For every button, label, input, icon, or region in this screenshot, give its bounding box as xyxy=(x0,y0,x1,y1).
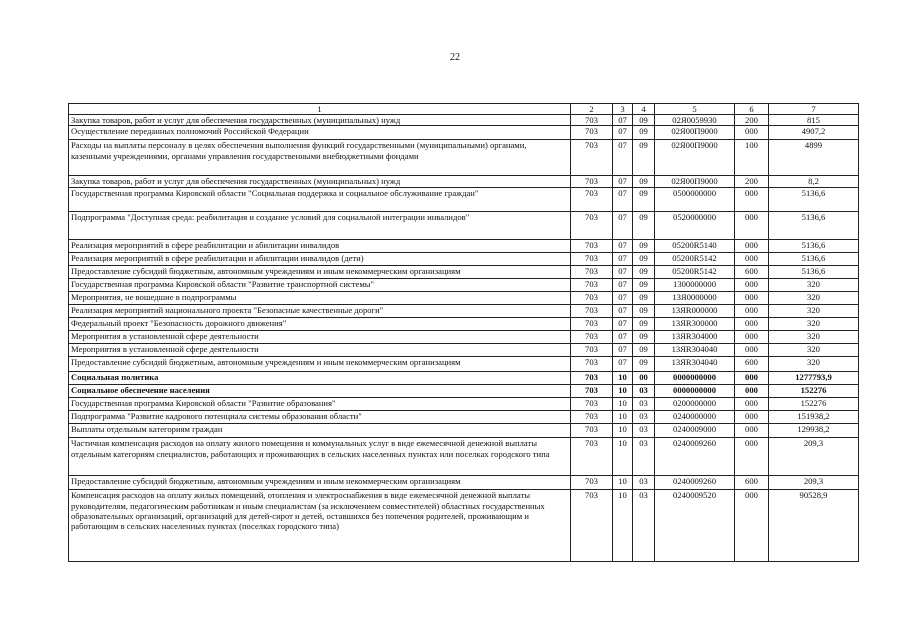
row-amount-cell: 320 xyxy=(769,279,859,292)
row-target-article-cell: 02Я00П9000 xyxy=(655,176,735,188)
row-target-article-cell: 0240009260 xyxy=(655,476,735,490)
row-target-article-cell: 05200R5142 xyxy=(655,253,735,266)
row-target-article-cell: 0240000000 xyxy=(655,411,735,424)
row-amount-cell: 209,3 xyxy=(769,438,859,476)
row-name-cell: Осуществление переданных полномочий Российской Федерации xyxy=(69,126,571,140)
header-cell: 4 xyxy=(633,104,655,115)
row-name-cell: Расходы на выплаты персоналу в целях обеспечения выполнения функций государственными (муниципальными) органами, казенными учреждениями, органами управления государственными внебюджетными фондами xyxy=(69,140,571,176)
header-cell: 2 xyxy=(571,104,613,115)
row-amount-cell: 320 xyxy=(769,344,859,357)
row-section-cell: 10 xyxy=(613,424,633,438)
row-subsection-cell: 09 xyxy=(633,292,655,305)
row-name-cell: Мероприятия в установленной сфере деятельности xyxy=(69,331,571,344)
row-code-cell: 703 xyxy=(571,305,613,318)
row-subsection-cell: 09 xyxy=(633,176,655,188)
row-subsection-cell: 03 xyxy=(633,398,655,411)
row-section-cell: 07 xyxy=(613,140,633,176)
row-amount-cell: 320 xyxy=(769,318,859,331)
row-target-article-cell: 02Я0059930 xyxy=(655,115,735,126)
row-expense-type-cell: 000 xyxy=(735,279,769,292)
table-row xyxy=(69,188,859,212)
row-amount-cell: 90528,9 xyxy=(769,490,859,562)
row-code-cell: 703 xyxy=(571,318,613,331)
row-section-cell: 07 xyxy=(613,126,633,140)
table-row xyxy=(69,140,859,176)
row-section-cell: 07 xyxy=(613,115,633,126)
header-cell: 7 xyxy=(769,104,859,115)
row-section-cell: 07 xyxy=(613,253,633,266)
row-amount-cell: 129938,2 xyxy=(769,424,859,438)
row-section-cell: 07 xyxy=(613,357,633,372)
header-cell: 1 xyxy=(69,104,571,115)
row-subsection-cell: 09 xyxy=(633,240,655,253)
row-amount-cell: 320 xyxy=(769,331,859,344)
row-name-cell: Предоставление субсидий бюджетным, автономным учреждениям и иным некоммерческим организациям xyxy=(69,476,571,490)
table-row xyxy=(69,490,859,562)
row-target-article-cell: 0000000000 xyxy=(655,385,735,398)
row-target-article-cell: 13ЯR300000 xyxy=(655,318,735,331)
row-expense-type-cell: 000 xyxy=(735,411,769,424)
row-subsection-cell: 03 xyxy=(633,411,655,424)
row-name-cell: Предоставление субсидий бюджетным, автономным учреждениям и иным некоммерческим организациям xyxy=(69,357,571,372)
row-subsection-cell: 09 xyxy=(633,305,655,318)
row-section-cell: 07 xyxy=(613,344,633,357)
table-row xyxy=(69,126,859,140)
table-row xyxy=(69,411,859,424)
row-subsection-cell: 09 xyxy=(633,212,655,240)
row-target-article-cell: 0240009260 xyxy=(655,438,735,476)
row-expense-type-cell: 100 xyxy=(735,140,769,176)
row-code-cell: 703 xyxy=(571,212,613,240)
row-name-cell: Компенсация расходов на оплату жилых помещений, отопления и электроснабжения в виде ежемесячной денежной выплаты руководителям, педагогическим работникам и иным специалистам (за исключением совместителей) областных государственных образовательных организаций, организаций для детей-сирот и детей, оставшихся без попечения родителей, проживающим и работающим в сельских населенных пунктах (поселках городского типа) xyxy=(69,490,571,562)
row-amount-cell: 152276 xyxy=(769,398,859,411)
table-row xyxy=(69,240,859,253)
row-target-article-cell: 0000000000 xyxy=(655,372,735,385)
row-code-cell: 703 xyxy=(571,476,613,490)
row-name-cell: Реализация мероприятий национального проекта "Безопасные качественные дороги" xyxy=(69,305,571,318)
row-target-article-cell: 0500000000 xyxy=(655,188,735,212)
row-code-cell: 703 xyxy=(571,424,613,438)
row-name-cell: Предоставление субсидий бюджетным, автономным учреждениям и иным некоммерческим организациям xyxy=(69,266,571,279)
row-code-cell: 703 xyxy=(571,176,613,188)
row-expense-type-cell: 200 xyxy=(735,115,769,126)
row-name-cell: Подпрограмма "Доступная среда: реабилитация и создание условий для социальной интеграции инвалидов" xyxy=(69,212,571,240)
table-row xyxy=(69,318,859,331)
row-name-cell: Частичная компенсация расходов на оплату жилого помещения и коммунальных услуг в виде ежемесячной денежной выплаты отдельным категориям специалистов, работающих и проживающих в сельских населенных пунктах или поселках городского типа xyxy=(69,438,571,476)
row-name-cell: Реализация мероприятий в сфере реабилитации и абилитации инвалидов (дети) xyxy=(69,253,571,266)
row-amount-cell: 151938,2 xyxy=(769,411,859,424)
row-expense-type-cell: 600 xyxy=(735,266,769,279)
table-row xyxy=(69,398,859,411)
row-name-cell: Социальное обеспечение населения xyxy=(69,385,571,398)
table-row xyxy=(69,115,859,126)
row-name-cell: Государственная программа Кировской области "Развитие образования" xyxy=(69,398,571,411)
row-target-article-cell: 13ЯR304040 xyxy=(655,344,735,357)
row-section-cell: 10 xyxy=(613,411,633,424)
row-expense-type-cell: 000 xyxy=(735,490,769,562)
row-section-cell: 10 xyxy=(613,372,633,385)
row-target-article-cell: 0520000000 xyxy=(655,212,735,240)
row-subsection-cell: 09 xyxy=(633,126,655,140)
row-code-cell: 703 xyxy=(571,240,613,253)
table-row xyxy=(69,279,859,292)
row-section-cell: 10 xyxy=(613,438,633,476)
row-section-cell: 07 xyxy=(613,176,633,188)
row-section-cell: 07 xyxy=(613,292,633,305)
row-code-cell: 703 xyxy=(571,140,613,176)
row-name-cell: Закупка товаров, работ и услуг для обеспечения государственных (муниципальных) нужд xyxy=(69,176,571,188)
row-subsection-cell: 09 xyxy=(633,331,655,344)
table-row xyxy=(69,266,859,279)
budget-table xyxy=(68,103,859,562)
row-expense-type-cell: 000 xyxy=(735,240,769,253)
row-code-cell: 703 xyxy=(571,292,613,305)
row-code-cell: 703 xyxy=(571,266,613,279)
row-amount-cell: 209,3 xyxy=(769,476,859,490)
row-subsection-cell: 09 xyxy=(633,140,655,176)
row-target-article-cell: 0240009000 xyxy=(655,424,735,438)
row-expense-type-cell: 000 xyxy=(735,344,769,357)
row-code-cell: 703 xyxy=(571,115,613,126)
row-subsection-cell: 09 xyxy=(633,279,655,292)
row-subsection-cell: 03 xyxy=(633,438,655,476)
row-subsection-cell: 09 xyxy=(633,344,655,357)
row-expense-type-cell: 000 xyxy=(735,292,769,305)
table-row xyxy=(69,212,859,240)
table-header-row xyxy=(69,104,859,115)
row-target-article-cell: 13Я0000000 xyxy=(655,292,735,305)
row-name-cell: Государственная программа Кировской области "Развитие транспортной системы" xyxy=(69,279,571,292)
row-name-cell: Подпрограмма "Развитие кадрового потенциала системы образования области" xyxy=(69,411,571,424)
row-code-cell: 703 xyxy=(571,385,613,398)
row-subsection-cell: 03 xyxy=(633,385,655,398)
table-row xyxy=(69,385,859,398)
row-code-cell: 703 xyxy=(571,357,613,372)
row-expense-type-cell: 600 xyxy=(735,476,769,490)
row-target-article-cell: 05200R5142 xyxy=(655,266,735,279)
row-expense-type-cell: 000 xyxy=(735,398,769,411)
row-expense-type-cell: 000 xyxy=(735,253,769,266)
row-subsection-cell: 09 xyxy=(633,188,655,212)
header-cell: 3 xyxy=(613,104,633,115)
row-subsection-cell: 09 xyxy=(633,357,655,372)
row-section-cell: 10 xyxy=(613,398,633,411)
row-code-cell: 703 xyxy=(571,188,613,212)
row-name-cell: Социальная политика xyxy=(69,372,571,385)
row-expense-type-cell: 000 xyxy=(735,188,769,212)
row-subsection-cell: 09 xyxy=(633,266,655,279)
row-amount-cell: 1277793,9 xyxy=(769,372,859,385)
row-amount-cell: 320 xyxy=(769,357,859,372)
row-amount-cell: 320 xyxy=(769,292,859,305)
row-subsection-cell: 03 xyxy=(633,490,655,562)
row-section-cell: 07 xyxy=(613,305,633,318)
row-name-cell: Реализация мероприятий в сфере реабилитации и абилитации инвалидов xyxy=(69,240,571,253)
row-name-cell: Выплаты отдельным категориям граждан xyxy=(69,424,571,438)
row-code-cell: 703 xyxy=(571,398,613,411)
row-expense-type-cell: 600 xyxy=(735,357,769,372)
row-section-cell: 10 xyxy=(613,385,633,398)
row-amount-cell: 152276 xyxy=(769,385,859,398)
row-amount-cell: 4907,2 xyxy=(769,126,859,140)
row-amount-cell: 5136,6 xyxy=(769,212,859,240)
row-name-cell: Мероприятия в установленной сфере деятельности xyxy=(69,344,571,357)
row-target-article-cell: 02Я00П9000 xyxy=(655,140,735,176)
row-code-cell: 703 xyxy=(571,490,613,562)
row-expense-type-cell: 000 xyxy=(735,212,769,240)
row-target-article-cell: 13ЯR304040 xyxy=(655,357,735,372)
row-target-article-cell: 02Я00П9000 xyxy=(655,126,735,140)
row-section-cell: 07 xyxy=(613,240,633,253)
row-subsection-cell: 03 xyxy=(633,476,655,490)
row-name-cell: Мероприятия, не вошедшие в подпрограммы xyxy=(69,292,571,305)
row-expense-type-cell: 000 xyxy=(735,372,769,385)
row-amount-cell: 5136,6 xyxy=(769,240,859,253)
row-target-article-cell: 0240009520 xyxy=(655,490,735,562)
row-name-cell: Государственная программа Кировской области "Социальная поддержка и социальное обслуживание граждан" xyxy=(69,188,571,212)
row-expense-type-cell: 000 xyxy=(735,126,769,140)
header-cell: 6 xyxy=(735,104,769,115)
row-code-cell: 703 xyxy=(571,344,613,357)
row-target-article-cell: 05200R5140 xyxy=(655,240,735,253)
row-code-cell: 703 xyxy=(571,126,613,140)
row-target-article-cell: 1300000000 xyxy=(655,279,735,292)
table-row xyxy=(69,424,859,438)
row-expense-type-cell: 000 xyxy=(735,318,769,331)
table-row xyxy=(69,438,859,476)
row-amount-cell: 4899 xyxy=(769,140,859,176)
table-row xyxy=(69,305,859,318)
row-code-cell: 703 xyxy=(571,411,613,424)
row-target-article-cell: 0200000000 xyxy=(655,398,735,411)
row-subsection-cell: 09 xyxy=(633,253,655,266)
row-subsection-cell: 09 xyxy=(633,115,655,126)
table-row xyxy=(69,331,859,344)
row-section-cell: 07 xyxy=(613,318,633,331)
row-expense-type-cell: 000 xyxy=(735,305,769,318)
table-row xyxy=(69,344,859,357)
row-target-article-cell: 13ЯR304000 xyxy=(655,331,735,344)
header-cell: 5 xyxy=(655,104,735,115)
row-code-cell: 703 xyxy=(571,438,613,476)
row-expense-type-cell: 000 xyxy=(735,385,769,398)
row-section-cell: 07 xyxy=(613,266,633,279)
row-name-cell: Федеральный проект "Безопасность дорожного движения" xyxy=(69,318,571,331)
row-amount-cell: 320 xyxy=(769,305,859,318)
row-amount-cell: 5136,6 xyxy=(769,253,859,266)
table-row xyxy=(69,253,859,266)
row-section-cell: 07 xyxy=(613,331,633,344)
row-code-cell: 703 xyxy=(571,372,613,385)
row-amount-cell: 5136,6 xyxy=(769,188,859,212)
row-section-cell: 07 xyxy=(613,212,633,240)
row-expense-type-cell: 000 xyxy=(735,424,769,438)
row-code-cell: 703 xyxy=(571,279,613,292)
row-expense-type-cell: 000 xyxy=(735,438,769,476)
row-amount-cell: 5136,6 xyxy=(769,266,859,279)
table-row xyxy=(69,357,859,372)
table-row xyxy=(69,372,859,385)
row-subsection-cell: 09 xyxy=(633,318,655,331)
table-row xyxy=(69,292,859,305)
row-code-cell: 703 xyxy=(571,331,613,344)
row-subsection-cell: 00 xyxy=(633,372,655,385)
table-row xyxy=(69,476,859,490)
row-name-cell: Закупка товаров, работ и услуг для обеспечения государственных (муниципальных) нужд xyxy=(69,115,571,126)
table-row xyxy=(69,176,859,188)
row-section-cell: 10 xyxy=(613,490,633,562)
row-section-cell: 07 xyxy=(613,279,633,292)
row-amount-cell: 815 xyxy=(769,115,859,126)
row-expense-type-cell: 000 xyxy=(735,331,769,344)
row-subsection-cell: 03 xyxy=(633,424,655,438)
page-number: 22 xyxy=(450,52,460,63)
row-target-article-cell: 13ЯR000000 xyxy=(655,305,735,318)
row-section-cell: 10 xyxy=(613,476,633,490)
row-section-cell: 07 xyxy=(613,188,633,212)
row-amount-cell: 8,2 xyxy=(769,176,859,188)
row-expense-type-cell: 200 xyxy=(735,176,769,188)
row-code-cell: 703 xyxy=(571,253,613,266)
